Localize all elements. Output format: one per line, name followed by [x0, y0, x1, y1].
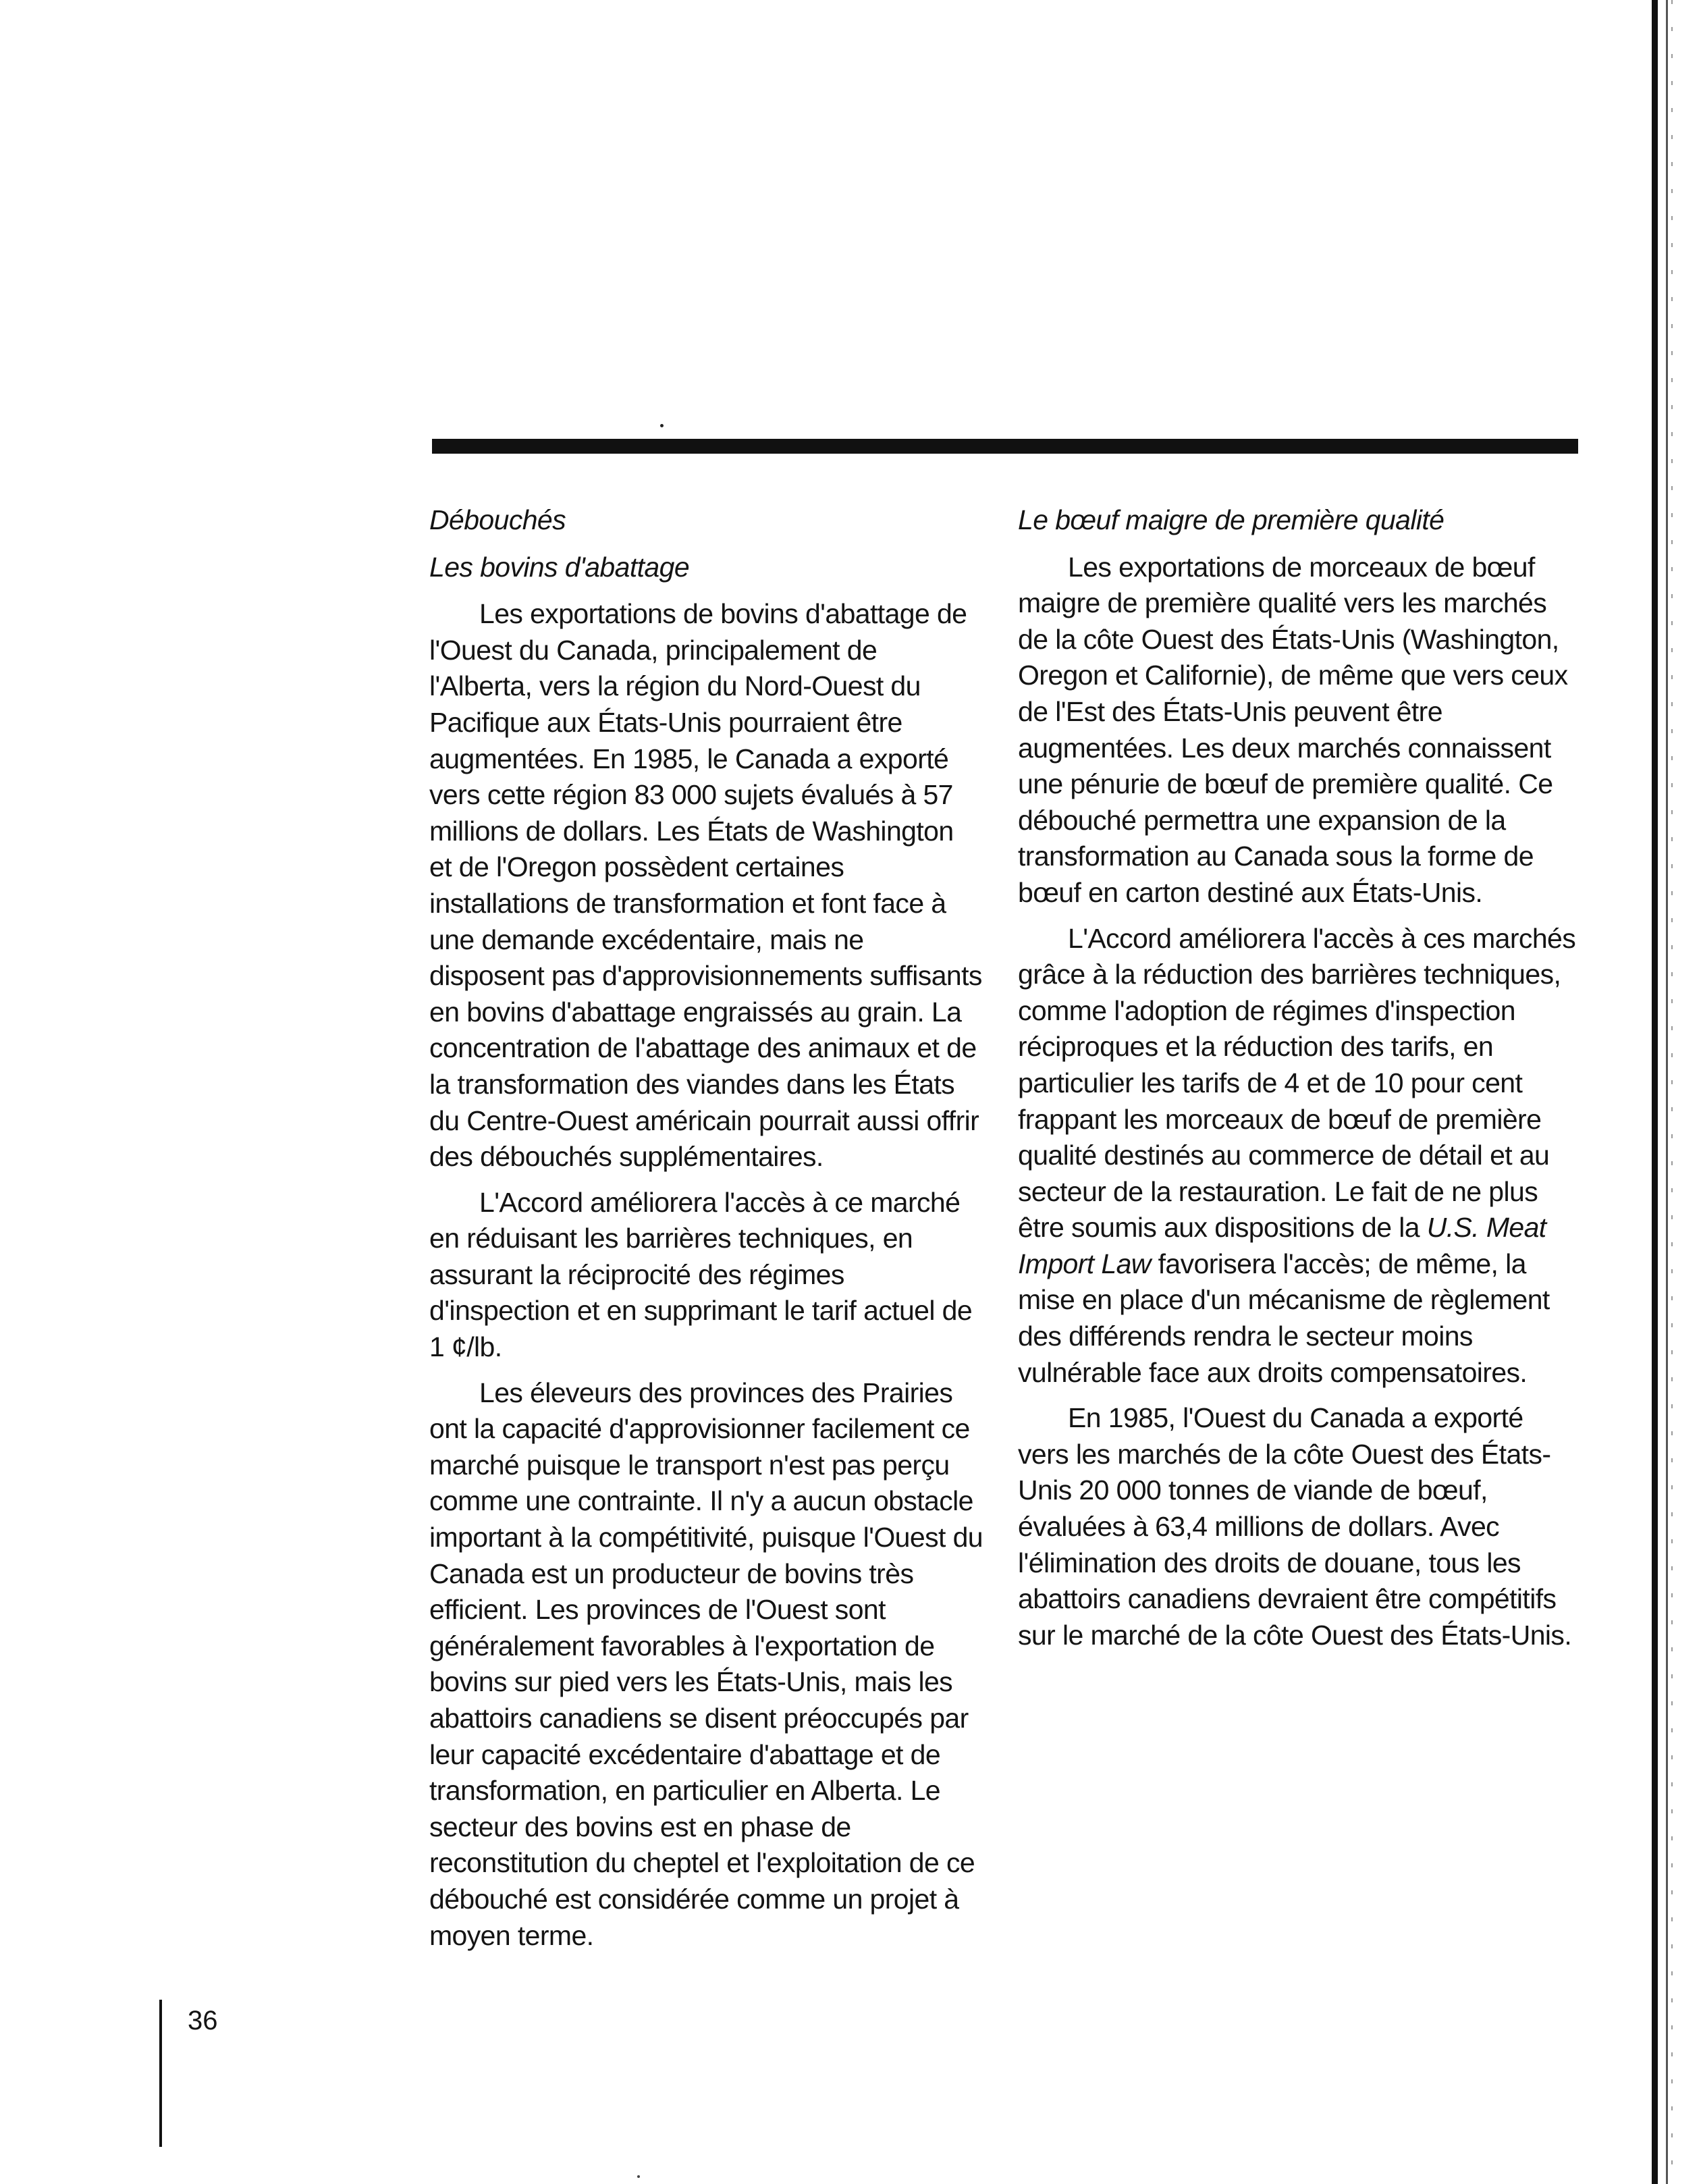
rule-speck [660, 424, 664, 427]
left-column [429, 502, 983, 1963]
paragraph-text: favorisera l'accès; de même, la mise en place d'un mécanisme de règlement des différends rendra le secteur moins vulnérable face aux droits compensatoires. [1018, 1248, 1550, 1388]
paragraph: Les éleveurs des provinces des Prairies ont la capacité d'approvisionner facilement ce marché puisque le transport n'est pas perçu comme une contrainte. Il n'y a aucun obstacle important à la compétitivité, puisque l'Ouest du Canada est un producteur de bovins très efficient. Les provinces de l'Ouest sont généralement favorables à l'exportation de bovins sur pied vers les États-Unis, mais les abattoirs canadiens se disent préoccupés par leur capacité excédentaire d'abattage et de transformation, en particulier en Alberta. Le secteur des bovins est en phase de reconstitution du cheptel et l'exploitation de ce débouché est considérée comme un projet à moyen terme. [429, 1377, 983, 1951]
paragraph: Les exportations de bovins d'abattage de l'Ouest du Canada, principalement de l'Alberta, vers la région du Nord-Ouest du Pacifique aux États-Unis pourraient être augmentées. En 1985, le Canada a exporté vers cette région 83 000 sujets évalués à 57 millions de dollars. Les États de Washington et de l'Oregon possèdent certaines installations de transformation et font face à une demande excédentaire, mais ne disposent pas d'approvisionnements suffisants en bovins d'abattage engraissés au grain. La concentration de l'abattage des animaux et de la transformation des viandes dans les États du Centre-Ouest américain pourrait aussi offrir des débouchés supplémentaires. [429, 598, 982, 1173]
paragraph-text: L'Accord améliorera l'accès à ces marchés grâce à la réduction des barrières techniques, comme l'adoption de régimes d'inspection réciproques et la réduction des tarifs, en particulier les tarifs de 4 et de 10 pour cent frappant les morceaux de bœuf de première qualité destinés au commerce de détail et au secteur de la restauration. Le fait de ne plus être soumis aux dispositions de la [1018, 922, 1576, 1244]
paragraph-with-law-reference [1018, 921, 1578, 1391]
section-divider-rule [432, 439, 1578, 454]
right-column [1018, 502, 1578, 1663]
paragraph: Les exportations de morceaux de bœuf maigre de première qualité vers les marchés de la côte Ouest des États-Unis (Washington, Oregon et Californie), de même que vers ceux de l'Est des États-Unis peuvent être augmentées. Les deux marchés connaissent une pénurie de bœuf de première qualité. Ce débouché permettra une expansion de la transformation au Canada sous la forme de bœuf en carton destiné aux États-Unis. [1018, 551, 1568, 908]
subsection-title-lean-beef: Le bœuf maigre de première qualité [1018, 504, 1444, 535]
page-margin-bar [159, 2000, 162, 2147]
subsection-title-slaughter-cattle: Les bovins d'abattage [429, 551, 690, 583]
scan-edge-line-thin [1666, 0, 1668, 2184]
paragraph: En 1985, l'Ouest du Canada a exporté vers les marchés de la côte Ouest des États-Unis 20 000 tonnes de viande de bœuf, évaluées à 63,4 millions de dollars. Avec l'élimination des droits de douane, tous les abattoirs canadiens devraient être compétitifs sur le marché de la côte Ouest des États-Unis. [1018, 1402, 1572, 1651]
scan-edge-line [1652, 0, 1658, 2184]
paragraph: L'Accord améliorera l'accès à ce marché en réduisant les barrières techniques, en assurant la réciprocité des régimes d'inspection et en supprimant le tarif actuel de 1 ¢/lb. [429, 1186, 973, 1363]
law-title: U.S. Meat Import Law [1018, 1212, 1546, 1279]
page-number: 36 [188, 2006, 218, 2035]
scan-speck [637, 2175, 640, 2178]
section-title: Débouchés [429, 504, 566, 535]
scan-edge-speckle [1671, 0, 1673, 2184]
